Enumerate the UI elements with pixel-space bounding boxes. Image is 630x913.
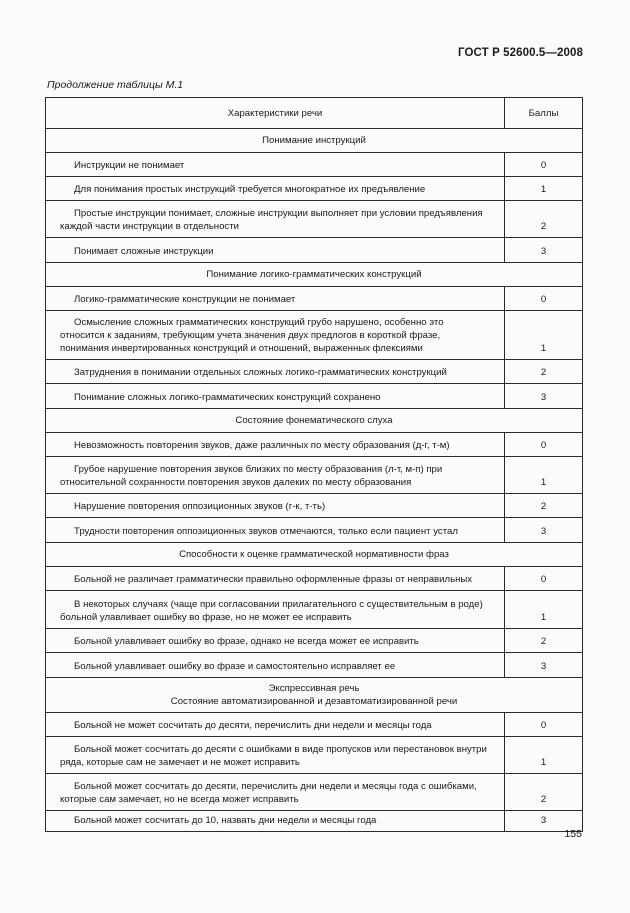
table-row	[46, 177, 583, 201]
characteristic-cell: Больной может сосчитать до десяти с ошибками в виде пропусков или перестановок внутри ряда, которые сам не замечает и не может исправить	[46, 737, 505, 774]
characteristic-cell: Больной может сосчитать до десяти, перечислить дни недели и месяцы года с ошибками, которые сам замечает, но не всегда может исправить	[46, 774, 505, 811]
table-row	[46, 287, 583, 311]
table-row	[46, 153, 583, 177]
document-header-id: ГОСТ Р 52600.5—2008	[458, 47, 583, 59]
table-row	[46, 567, 583, 591]
table-continuation-caption: Продолжение таблицы М.1	[47, 79, 184, 91]
score-cell: 1	[505, 311, 583, 360]
section-header-row	[46, 263, 583, 287]
table-row	[46, 653, 583, 678]
section-header-row	[46, 409, 583, 433]
characteristic-cell: Нарушение повторения оппозиционных звуков (г-к, т-ть)	[46, 494, 505, 518]
page-number: 155	[564, 828, 582, 840]
score-cell: 2	[505, 201, 583, 238]
section-title: Понимание инструкций	[262, 135, 366, 146]
section-title-cell	[46, 263, 583, 287]
speech-criteria-table	[45, 97, 583, 832]
section-header-row	[46, 543, 583, 567]
characteristic-cell: Больной не различает грамматически правильно оформленные фразы от неправильных	[46, 567, 505, 591]
table-body	[46, 129, 583, 832]
table-row	[46, 311, 583, 360]
table-row	[46, 774, 583, 811]
score-cell: 2	[505, 360, 583, 384]
score-cell: 2	[505, 494, 583, 518]
section-title-cell	[46, 543, 583, 567]
section-title-cell	[46, 678, 583, 713]
score-cell: 0	[505, 153, 583, 177]
table-row	[46, 457, 583, 494]
section-title-cell	[46, 409, 583, 433]
table-row	[46, 360, 583, 384]
score-cell: 1	[505, 177, 583, 201]
table-row	[46, 713, 583, 737]
characteristic-cell: Больной может сосчитать до 10, назвать дни недели и месяцы года	[46, 811, 505, 832]
section-header-row	[46, 129, 583, 153]
score-cell: 0	[505, 567, 583, 591]
table-header-row	[46, 98, 583, 129]
characteristic-cell: Простые инструкции понимает, сложные инструкции выполняет при условии предъявления каждой части инструкции в отдельности	[46, 201, 505, 238]
score-cell: 1	[505, 591, 583, 629]
characteristic-cell: Инструкции не понимает	[46, 153, 505, 177]
characteristic-cell: Невозможность повторения звуков, даже различных по месту образования (д-г, т-м)	[46, 433, 505, 457]
score-cell: 1	[505, 457, 583, 494]
score-cell: 3	[505, 811, 583, 832]
section-header-row	[46, 678, 583, 713]
table-row	[46, 201, 583, 238]
section-title: Состояние автоматизированной и дезавтоматизированной речи	[170, 696, 458, 707]
table-row	[46, 238, 583, 263]
table-row	[46, 433, 583, 457]
section-title-cell	[46, 129, 583, 153]
section-title: Состояние фонематического слуха	[235, 415, 393, 426]
characteristic-cell: В некоторых случаях (чаще при согласовании прилагательного с существительным в роде) больной улавливает ошибку во фразе, но не может ее исправить	[46, 591, 505, 629]
column-header-characteristics: Характеристики речи	[46, 98, 505, 129]
table-row	[46, 384, 583, 409]
characteristic-cell: Понимает сложные инструкции	[46, 238, 505, 263]
characteristic-cell: Затруднения в понимании отдельных сложных логико-грамматических конструкций	[46, 360, 505, 384]
table-row	[46, 737, 583, 774]
table-row	[46, 811, 583, 832]
score-cell: 3	[505, 238, 583, 263]
table-row	[46, 629, 583, 653]
characteristic-cell: Больной улавливает ошибку во фразе, однако не всегда может ее исправить	[46, 629, 505, 653]
score-cell: 3	[505, 653, 583, 678]
characteristic-cell: Больной не может сосчитать до десяти, перечислить дни недели и месяцы года	[46, 713, 505, 737]
score-cell: 3	[505, 518, 583, 543]
table-row	[46, 494, 583, 518]
table-row	[46, 518, 583, 543]
section-title: Способности к оценке грамматической нормативности фраз	[179, 549, 449, 560]
table-row	[46, 591, 583, 629]
score-cell: 1	[505, 737, 583, 774]
characteristic-cell: Логико-грамматические конструкции не понимает	[46, 287, 505, 311]
characteristic-cell: Грубое нарушение повторения звуков близких по месту образования (л-т, м-п) при относительной сохранности повторения звуков далеких по месту образования	[46, 457, 505, 494]
score-cell: 2	[505, 629, 583, 653]
section-title: Понимание логико-грамматических конструкций	[206, 269, 422, 280]
score-cell: 0	[505, 287, 583, 311]
section-title: Экспрессивная речь	[268, 683, 360, 694]
score-cell: 3	[505, 384, 583, 409]
column-header-score: Баллы	[505, 98, 583, 129]
score-cell: 0	[505, 713, 583, 737]
characteristic-cell: Трудности повторения оппозиционных звуков отмечаются, только если пациент устал	[46, 518, 505, 543]
score-cell: 2	[505, 774, 583, 811]
characteristic-cell: Для понимания простых инструкций требуется многократное их предъявление	[46, 177, 505, 201]
score-cell: 0	[505, 433, 583, 457]
characteristic-cell: Понимание сложных логико-грамматических конструкций сохранено	[46, 384, 505, 409]
characteristic-cell: Осмысление сложных грамматических конструкций грубо нарушено, особенно это относится к заданиям, требующим учета значения двух предлогов в короткой фразе, понимания инвертированных конструкций и отношений, выраженных флексиями	[46, 311, 505, 360]
characteristic-cell: Больной улавливает ошибку во фразе и самостоятельно исправляет ее	[46, 653, 505, 678]
